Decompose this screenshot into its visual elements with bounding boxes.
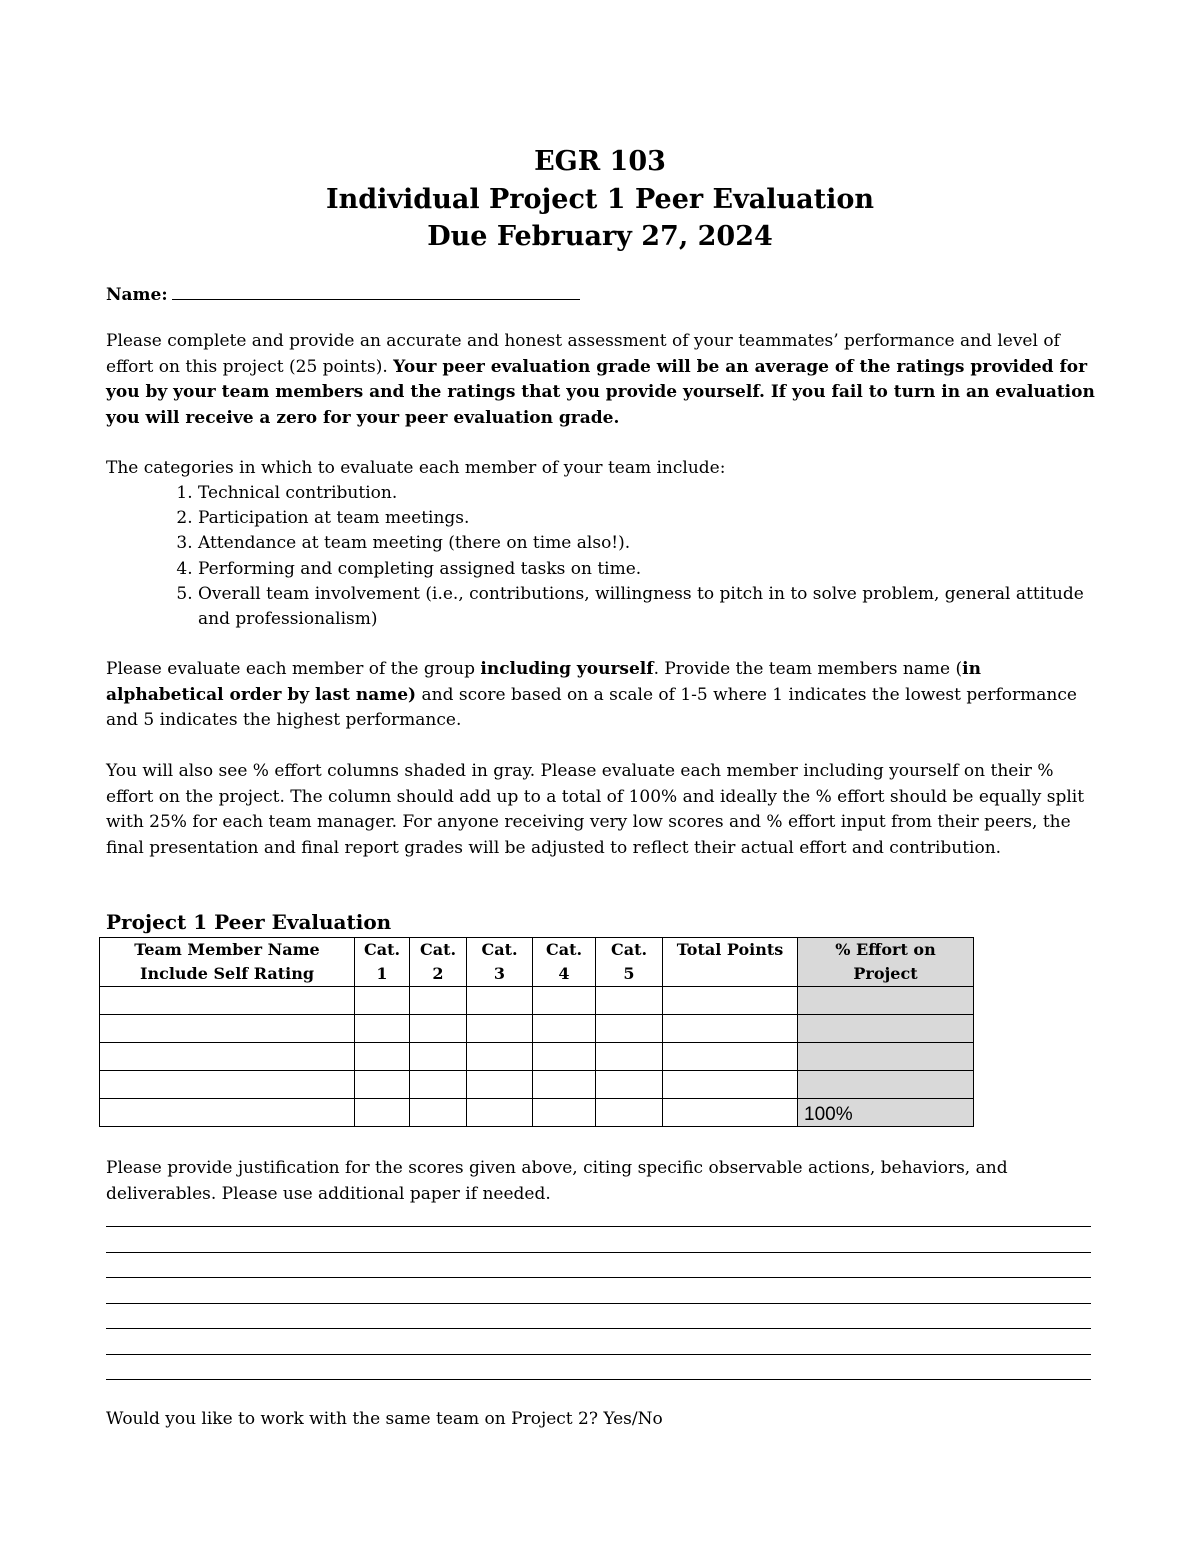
- header-cat2-label: Cat.: [419, 940, 457, 959]
- cell-effort-total: 100%: [798, 1099, 974, 1127]
- cell-effort[interactable]: [798, 1015, 974, 1043]
- header-cat5-label: Cat.: [610, 940, 648, 959]
- justification-line[interactable]: [106, 1329, 1091, 1355]
- category-item: 1. Technical contribution.: [198, 481, 1098, 506]
- cell-member-name[interactable]: [100, 1015, 355, 1043]
- cell-cat1[interactable]: [355, 987, 410, 1015]
- cell-effort[interactable]: [798, 1071, 974, 1099]
- peer-evaluation-table: [99, 937, 974, 1127]
- cell-cat3[interactable]: [467, 1099, 533, 1127]
- justification-line[interactable]: [106, 1253, 1091, 1279]
- justification-line[interactable]: [106, 1278, 1091, 1304]
- cell-member-name[interactable]: [100, 1071, 355, 1099]
- cell-total[interactable]: [663, 1043, 798, 1071]
- cell-total[interactable]: [663, 1015, 798, 1043]
- cell-effort[interactable]: [798, 1043, 974, 1071]
- cell-member-name[interactable]: [100, 1043, 355, 1071]
- header-cat1-number: 1: [376, 964, 388, 983]
- cell-cat5[interactable]: [596, 987, 663, 1015]
- cell-cat1[interactable]: [355, 1043, 410, 1071]
- justification-lines[interactable]: [106, 1226, 1091, 1380]
- cell-cat4[interactable]: [533, 987, 596, 1015]
- category-item: 3. Attendance at team meeting (there on time also!).: [198, 531, 1098, 556]
- header-cat4-label: Cat.: [545, 940, 583, 959]
- header-cat2-number: 2: [432, 964, 444, 983]
- header-cat2: [410, 938, 467, 987]
- cell-effort[interactable]: [798, 987, 974, 1015]
- category-item: 2. Participation at team meetings.: [198, 506, 1098, 531]
- category-item: 5. Overall team involvement (i.e., contributions, willingness to pitch in to solve problem, general attitude and professionalism): [198, 582, 1098, 632]
- evaluate-bold-2: in alphabetical order by last name): [106, 659, 981, 705]
- document-title: Individual Project 1 Peer Evaluation: [325, 183, 875, 215]
- header-effort-line1: % Effort on: [835, 940, 936, 959]
- header-total-label: Total Points: [676, 940, 784, 959]
- header-cat1-label: Cat.: [363, 940, 401, 959]
- category-item: 4. Performing and completing assigned tasks on time.: [198, 557, 1098, 582]
- cell-cat2[interactable]: [410, 1071, 467, 1099]
- categories-intro: The categories in which to evaluate each member of your team include:: [106, 458, 726, 478]
- cell-cat2[interactable]: [410, 1043, 467, 1071]
- header-effort: [798, 938, 974, 987]
- intro-paragraph: [106, 329, 1096, 431]
- cell-cat4[interactable]: [533, 1043, 596, 1071]
- cell-cat5[interactable]: [596, 1043, 663, 1071]
- header-name-line1: Team Member Name: [134, 940, 320, 959]
- cell-cat3[interactable]: [467, 987, 533, 1015]
- effort-instructions: You will also see % effort columns shaded in gray. Please evaluate each member including yourself on their % effort on the project. The column should add up to a total of 100% and ideally the % effort should be equally split with 25% for each team manager. For anyone receiving very low scores and % effort input from their peers, the final presentation and final report grades will be adjusted to reflect their actual effort and contribution.: [106, 761, 1085, 858]
- header-cat4-number: 4: [558, 964, 570, 983]
- cell-cat3[interactable]: [467, 1071, 533, 1099]
- header-cat1: [355, 938, 410, 987]
- evaluate-instructions: [106, 657, 1096, 734]
- table-title: Project 1 Peer Evaluation: [106, 910, 392, 934]
- header-cat5-number: 5: [623, 964, 635, 983]
- cell-member-name[interactable]: [100, 987, 355, 1015]
- evaluate-text-3: and score based on a scale of 1-5 where 1 indicates the lowest performance and 5 indicates the highest performance.: [106, 684, 1077, 730]
- document-header: [0, 143, 1200, 256]
- cell-cat1[interactable]: [355, 1015, 410, 1043]
- name-label: Name:: [106, 285, 168, 305]
- cell-cat4[interactable]: [533, 1071, 596, 1099]
- cell-cat4[interactable]: [533, 1099, 596, 1127]
- cell-cat5[interactable]: [596, 1071, 663, 1099]
- intro-text: Please complete and provide an accurate and honest assessment of your teammates’ performance and level of effort on this project (25 points).: [106, 331, 1060, 377]
- table-row: [100, 987, 974, 1015]
- name-field-line[interactable]: [172, 281, 580, 300]
- cell-cat1[interactable]: [355, 1099, 410, 1127]
- cell-total[interactable]: [663, 1071, 798, 1099]
- header-cat4: [533, 938, 596, 987]
- name-row: [106, 281, 580, 305]
- cell-cat5[interactable]: [596, 1099, 663, 1127]
- justification-line[interactable]: [106, 1304, 1091, 1330]
- header-cat5: [596, 938, 663, 987]
- header-cat3-label: Cat.: [481, 940, 518, 959]
- cell-cat2[interactable]: [410, 1099, 467, 1127]
- evaluate-text-1: Please evaluate each member of the group: [106, 659, 481, 679]
- table-row-total: [100, 1099, 974, 1127]
- table-row: [100, 1043, 974, 1071]
- categories-list: [174, 481, 1098, 632]
- justification-line[interactable]: [106, 1227, 1091, 1253]
- intro-bold-text: Your peer evaluation grade will be an average of the ratings provided for you by your team members and the ratings that you provide yourself. If you fail to turn in an evaluation you will receive a zero for your peer evaluation grade.: [106, 356, 1095, 428]
- due-date: Due February 27, 2024: [427, 221, 773, 252]
- header-team-member: [100, 938, 355, 987]
- cell-cat5[interactable]: [596, 1015, 663, 1043]
- final-question: Would you like to work with the same team on Project 2? Yes/No: [106, 1409, 663, 1429]
- table-row: [100, 1071, 974, 1099]
- header-cat3-number: 3: [493, 964, 506, 983]
- justification-line[interactable]: [106, 1355, 1091, 1381]
- cell-cat3[interactable]: [467, 1043, 533, 1071]
- cell-cat3[interactable]: [467, 1015, 533, 1043]
- header-total-points: [663, 938, 798, 987]
- justification-prompt: Please provide justification for the scores given above, citing specific observable actions, behaviors, and deliverables. Please use additional paper if needed.: [106, 1158, 1008, 1204]
- evaluate-bold-1: including yourself: [480, 659, 654, 679]
- cell-member-name[interactable]: [100, 1099, 355, 1127]
- cell-cat4[interactable]: [533, 1015, 596, 1043]
- evaluate-text-2: . Provide the team members name (: [653, 659, 963, 679]
- cell-cat2[interactable]: [410, 1015, 467, 1043]
- cell-total[interactable]: [663, 987, 798, 1015]
- header-cat3: [467, 938, 533, 987]
- cell-total[interactable]: [663, 1099, 798, 1127]
- table-header-row: [100, 938, 974, 987]
- header-effort-line2: Project: [853, 964, 918, 983]
- cell-cat2[interactable]: [410, 987, 467, 1015]
- table-row: [100, 1015, 974, 1043]
- cell-cat1[interactable]: [355, 1071, 410, 1099]
- header-name-line2: Include Self Rating: [139, 964, 315, 983]
- course-code: EGR 103: [534, 146, 666, 177]
